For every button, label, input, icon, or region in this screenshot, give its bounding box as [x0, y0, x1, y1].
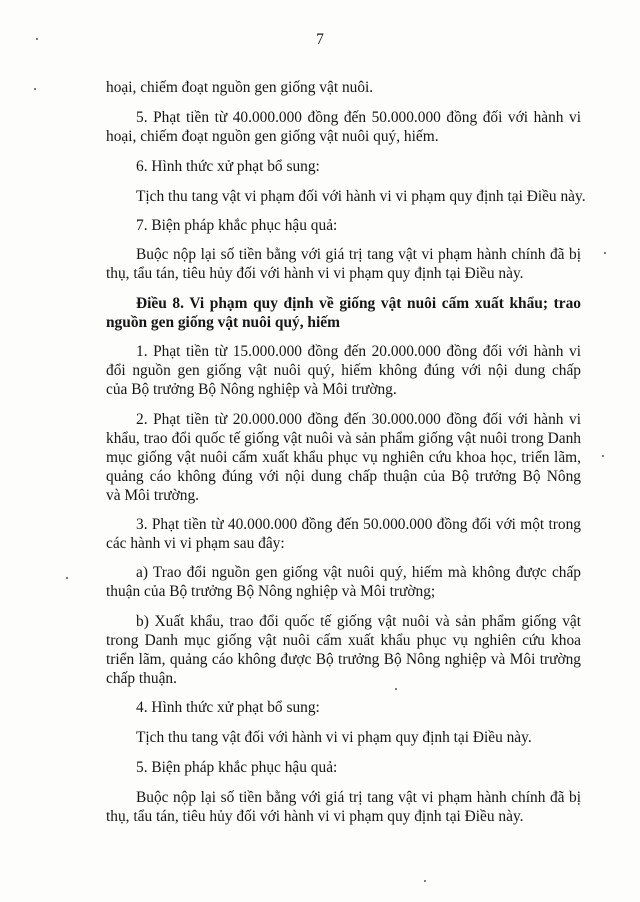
paragraph-line: 3. Phạt tiền từ 40.000.000 đồng đến 50.000.000 đồng đối với một trong [136, 516, 581, 533]
paragraph-line: chấp thuận. [106, 670, 177, 687]
scan-speck [34, 88, 36, 90]
paragraph-line: của Bộ trưởng Bộ Nông nghiệp và Môi trường. [106, 381, 397, 398]
paragraph-line: Buộc nộp lại số tiền bằng với giá trị tang vật vi phạm hành chính đã bị [136, 789, 581, 806]
article-heading-line: Điều 8. Vi phạm quy định về giống vật nuôi cấm xuất khẩu; trao [136, 295, 581, 312]
paragraph-line: khẩu, trao đổi quốc tế giống vật nuôi và sản phẩm giống vật nuôi trong Danh [106, 430, 581, 447]
paragraph-line: a) Trao đổi nguồn gen giống vật nuôi quý, hiếm mà không được chấp [136, 564, 581, 581]
paragraph-line: thụ, tẩu tán, tiêu hủy đối với hành vi vi phạm quy định tại Điều này. [106, 808, 524, 825]
paragraph-line: trong Danh mục giống vật nuôi cấm xuất khẩu phục vụ nghiên cứu khoa [106, 632, 581, 649]
article-heading-line: nguồn gen giống vật nuôi quý, hiếm [106, 314, 340, 331]
paragraph-line: hoại, chiếm đoạt nguồn gen giống vật nuôi. [106, 79, 374, 96]
paragraph-line: 1. Phạt tiền từ 15.000.000 đồng đến 20.000.000 đồng đối với hành vi [136, 343, 581, 360]
paragraph-line: triển lãm, quảng cáo không được Bộ trưởng Bộ Nông nghiệp và Môi trường [106, 651, 581, 668]
scan-speck [424, 880, 426, 882]
paragraph-line: mục giống vật nuôi cấm xuất khẩu phục vụ nghiên cứu khoa học, triển lãm, [106, 449, 581, 466]
paragraph-line: Tịch thu tang vật vi phạm đối với hành vi vi phạm quy định tại Điều này. [136, 188, 586, 205]
paragraph-line: 5. Phạt tiền từ 40.000.000 đồng đến 50.000.000 đồng đối với hành vi [136, 109, 581, 126]
paragraph-line: Tịch thu tang vật đối với hành vi vi phạm quy định tại Điều này. [136, 729, 532, 746]
paragraph-line: thuận của Bộ trưởng Bộ Nông nghiệp và Môi trường; [106, 583, 436, 600]
scan-speck [602, 455, 604, 457]
paragraph-line: đổi nguồn gen giống vật nuôi quý, hiếm không đúng với nội dung chấp [106, 362, 581, 379]
scan-speck [36, 38, 38, 40]
paragraph-line: b) Xuất khẩu, trao đổi quốc tế giống vật nuôi và sản phẩm giống vật [136, 613, 581, 630]
paragraph-line: và Môi trường. [106, 487, 199, 504]
paragraph-line: 5. Biện pháp khắc phục hậu quả: [136, 759, 338, 776]
paragraph-line: 7. Biện pháp khắc phục hậu quả: [136, 217, 338, 234]
paragraph-line: các hành vi vi phạm sau đây: [106, 535, 285, 552]
paragraph-line: quảng cáo không đúng với nội dung chấp thuận của Bộ trưởng Bộ Nông [106, 468, 581, 485]
paragraph-line: hoại, chiếm đoạt nguồn gen giống vật nuôi quý, hiếm. [106, 128, 439, 145]
paragraph-line: thụ, tẩu tán, tiêu hủy đối với hành vi vi phạm quy định tại Điều này. [106, 265, 524, 282]
page-number: 7 [316, 31, 324, 48]
paragraph-line: 6. Hình thức xử phạt bổ sung: [136, 158, 320, 175]
scan-speck [604, 252, 606, 254]
paragraph-line: Buộc nộp lại số tiền bằng với giá trị tang vật vi phạm hành chính đã bị [136, 246, 581, 263]
paragraph-line: 4. Hình thức xử phạt bổ sung: [136, 699, 320, 716]
paragraph-line: 2. Phạt tiền từ 20.000.000 đồng đến 30.000.000 đồng đối với hành vi [136, 411, 581, 428]
scan-speck [66, 577, 68, 579]
scan-speck [395, 688, 397, 690]
